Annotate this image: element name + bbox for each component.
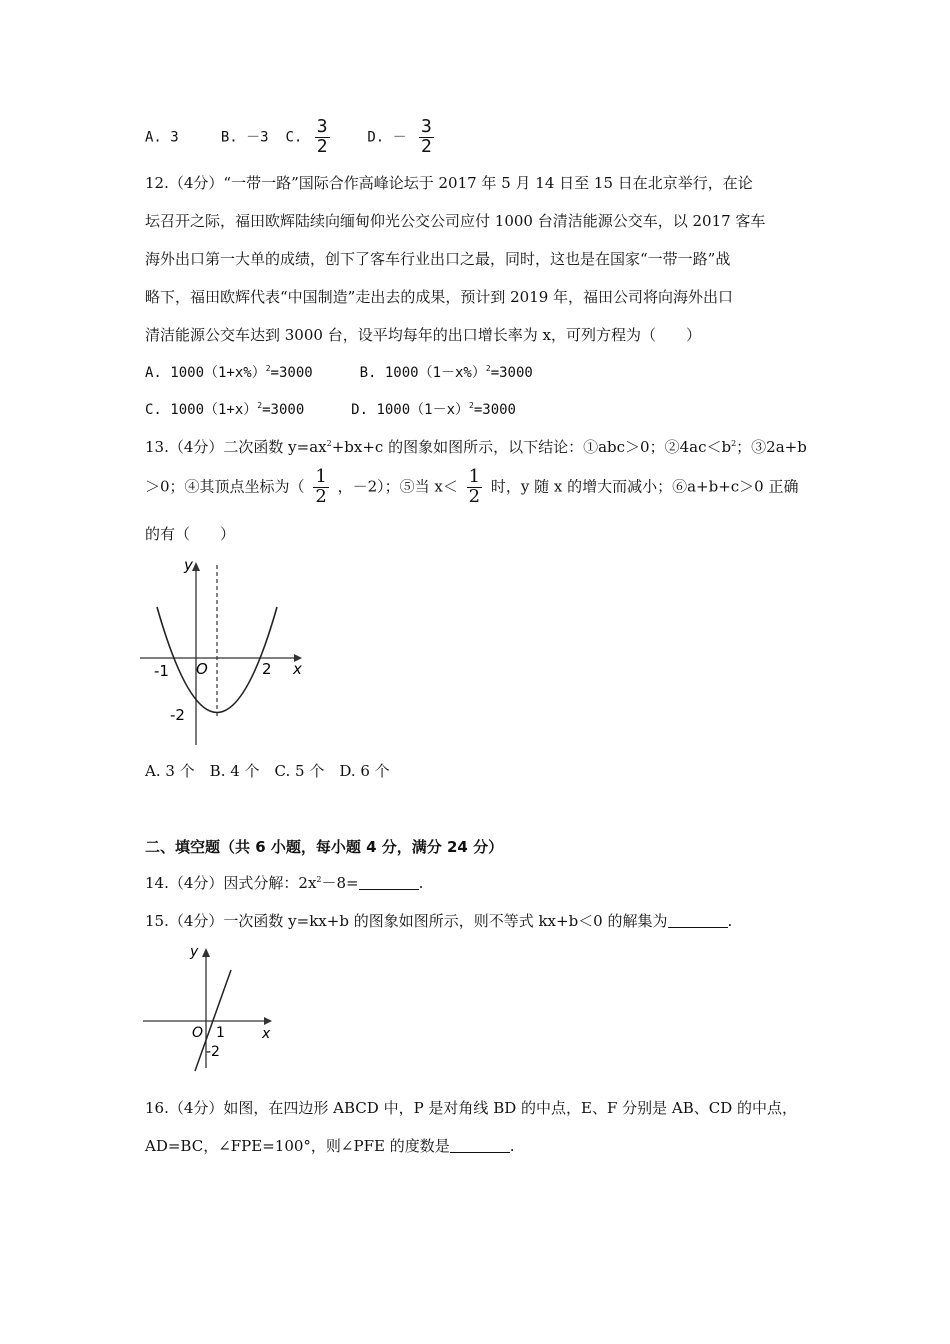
exponent: 2 <box>731 439 737 448</box>
q12-line-2: 坛召开之际，福田欧辉陆续向缅甸仰光公交公司应付 1000 台清洁能源公交车，以 2017 客车 <box>145 212 766 230</box>
exponent: 2 <box>316 875 322 884</box>
q16-line-1: 16.（4分）如图，在四边形 ABCD 中，P 是对角线 BD 的中点，E、F 分别是 AB、CD 的中点， <box>145 1099 798 1117</box>
q13-text-d: ＞0；④其顶点坐标为（ <box>145 477 305 496</box>
q12-option-d <box>351 402 516 418</box>
q11-option-d-fraction <box>419 118 434 157</box>
option-tail: =3000 <box>473 402 516 418</box>
y-axis-arrow <box>202 948 210 957</box>
q14-answer-blank[interactable] <box>359 875 419 890</box>
q16-answer-blank[interactable] <box>450 1138 510 1153</box>
q13-line-1 <box>145 436 807 457</box>
option-tail: =3000 <box>262 402 305 418</box>
q12-option-c <box>145 402 304 418</box>
q12-line-5: 清洁能源公交车达到 3000 台，设平均每年的出口增长率为 x，可列方程为（ ） <box>145 326 701 344</box>
origin-label: O <box>192 1025 204 1041</box>
q12-line-3: 海外出口第一大单的成绩，创下了客车行业出口之最，同时，这也是在国家“一带一路”战 <box>145 250 731 268</box>
q13-line-3: 的有（ ） <box>145 525 236 543</box>
option-text: B. 1000（1－x%） <box>359 365 486 381</box>
q11-option-d: D. － <box>367 129 407 146</box>
fraction-denominator: 2 <box>316 135 328 157</box>
option-tail: =3000 <box>490 365 533 381</box>
q14 <box>145 872 423 893</box>
exponent: 2 <box>326 439 332 448</box>
fraction-numerator: 1 <box>468 466 481 487</box>
origin-label: O <box>196 660 208 678</box>
q11-option-a: A. 3 <box>145 129 179 146</box>
q13-parabola-graph <box>140 550 320 745</box>
q11-option-b: B. －3 <box>220 129 269 146</box>
q13-text-f: 时，y 随 x 的增大而减小；⑥a+b+c＞0 正确 <box>490 477 799 496</box>
fraction-numerator: 1 <box>315 466 327 487</box>
option-text: D. 1000（1－x） <box>351 402 470 418</box>
y-intercept-label: -2 <box>170 706 185 724</box>
q12-line-1: 12.（4分）“一带一路”国际合作高峰论坛于 2017 年 5 月 14 日至 15 日在北京举行，在论 <box>145 174 753 192</box>
y-axis-arrow <box>192 562 200 571</box>
q16-text: AD=BC，∠FPE=100°，则∠PFE 的度数是 <box>145 1137 450 1155</box>
q14-text: 14.（4分）因式分解：2x <box>145 874 317 892</box>
q16-line-2 <box>145 1135 515 1156</box>
exponent: 2 <box>485 364 491 373</box>
q12-option-a <box>145 365 313 381</box>
fraction-numerator: 3 <box>316 116 328 137</box>
fraction-denominator: 2 <box>421 135 432 157</box>
x-intercept-label: 1 <box>216 1025 225 1041</box>
q12-options-row-2 <box>145 399 516 419</box>
option-tail: =3000 <box>270 365 313 381</box>
q14-tail: －8= <box>321 874 359 892</box>
q14-end: . <box>418 874 424 892</box>
x-axis-arrow <box>264 1017 272 1025</box>
q11-option-c: C. <box>285 129 303 146</box>
q11-options <box>145 118 438 157</box>
x-intercept-right-label: 2 <box>262 660 272 678</box>
q15 <box>145 910 732 931</box>
q11-option-c-fraction <box>315 118 330 157</box>
x-intercept-left-label: -1 <box>154 662 169 680</box>
q13-text-a: 13.（4分）二次函数 y=ax <box>145 438 327 456</box>
q12-options-row-1 <box>145 362 533 382</box>
q16-end: . <box>509 1137 515 1155</box>
fraction-denominator: 2 <box>315 485 327 507</box>
q13-text-c: ；③2a+b <box>736 438 807 456</box>
fraction-numerator: 3 <box>421 116 432 137</box>
option-text: A. 1000（1+x%） <box>145 365 266 381</box>
q15-text: 15.（4分）一次函数 y=kx+b 的图象如图所示，则不等式 kx+b＜0 的解集为 <box>145 912 668 930</box>
y-axis-label: y <box>190 944 199 960</box>
q13-half-fraction <box>313 468 328 507</box>
exponent: 2 <box>265 364 271 373</box>
q13-options: A. 3 个 B. 4 个 C. 5 个 D. 6 个 <box>145 762 390 780</box>
q12-line-4: 略下，福田欧辉代表“中国制造”走出去的成果，预计到 2019 年，福田公司将向海外出口 <box>145 288 734 306</box>
x-axis-label: x <box>262 1026 271 1042</box>
q13-half-fraction-2 <box>467 468 482 507</box>
q13-line-2 <box>145 468 799 507</box>
q12-option-b <box>360 365 533 381</box>
option-text: C. 1000（1+x） <box>145 402 258 418</box>
y-intercept-label: -2 <box>206 1044 220 1060</box>
q15-line-graph <box>140 938 285 1073</box>
q15-end: . <box>727 912 733 930</box>
q13-text-b: +bx+c 的图象如图所示，以下结论：①abc＞0；②4ac＜b <box>331 438 732 456</box>
q13-text-e: ，－2）；⑤当 x＜ <box>337 477 458 496</box>
y-axis-label: y <box>184 556 193 574</box>
exponent: 2 <box>257 401 263 410</box>
q15-answer-blank[interactable] <box>668 913 728 928</box>
x-axis-label: x <box>293 660 302 678</box>
fraction-denominator: 2 <box>468 485 481 507</box>
exponent: 2 <box>469 401 474 410</box>
section-2-heading: 二、填空题（共 6 小题，每小题 4 分，满分 24 分） <box>145 838 504 856</box>
